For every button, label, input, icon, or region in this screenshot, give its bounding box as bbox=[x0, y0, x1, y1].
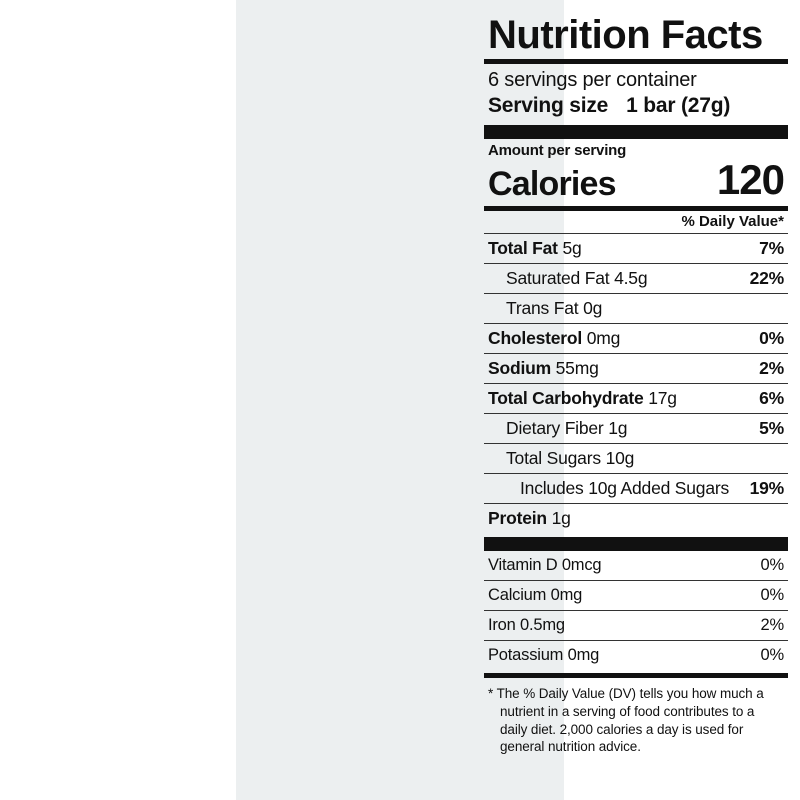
vitamin-dv: 0% bbox=[760, 556, 784, 574]
nutrient-dv: 0% bbox=[759, 328, 784, 348]
vitamin-dv: 0% bbox=[760, 646, 784, 664]
nutrient-name: Includes 10g Added Sugars bbox=[520, 478, 730, 498]
nutrient-name: Cholesterol bbox=[488, 328, 583, 348]
nutrition-label-panel bbox=[236, 0, 784, 800]
calories-row bbox=[484, 156, 788, 203]
nutrient-amount: 1g bbox=[608, 418, 628, 438]
table-row bbox=[484, 551, 788, 580]
table-row bbox=[484, 581, 788, 610]
table-row bbox=[484, 641, 788, 670]
nutrient-name: Saturated Fat bbox=[506, 268, 610, 288]
nutrient-name: Protein bbox=[488, 508, 547, 528]
nutrient-amount: 0mg bbox=[586, 328, 621, 348]
vitamin-amount: 0.5mg bbox=[520, 616, 565, 634]
nutrient-amount: 1g bbox=[551, 508, 571, 528]
table-row bbox=[484, 414, 788, 443]
vitamin-name: Calcium bbox=[488, 586, 547, 604]
nutrient-dv: 2% bbox=[759, 358, 784, 378]
vitamin-amount: 0mg bbox=[567, 646, 600, 664]
vitamin-dv: 2% bbox=[760, 616, 784, 634]
nutrient-dv: 6% bbox=[759, 388, 784, 408]
nutrient-name: Total Fat bbox=[488, 238, 558, 258]
servings-per-container: 6 servings per container bbox=[488, 69, 697, 91]
divider-thick-bottom bbox=[484, 537, 788, 551]
table-row bbox=[484, 294, 788, 323]
table-row bbox=[484, 611, 788, 640]
table-row bbox=[484, 384, 788, 413]
nutrient-amount: 17g bbox=[648, 388, 677, 408]
nutrient-amount: 5g bbox=[562, 238, 582, 258]
daily-value-header: % Daily Value* bbox=[681, 213, 784, 230]
serving-size-label: Serving size bbox=[488, 94, 609, 117]
vitamin-name: Vitamin D bbox=[488, 556, 558, 574]
table-row bbox=[484, 504, 788, 533]
footnote-marker: * bbox=[488, 686, 494, 701]
page-title: Nutrition Facts bbox=[488, 13, 763, 57]
nutrient-amount: 10g bbox=[605, 448, 635, 468]
nutrient-name: Trans Fat bbox=[506, 298, 579, 318]
calories-value: 120 bbox=[716, 156, 784, 203]
vitamin-amount: 0mg bbox=[550, 586, 583, 604]
amount-per-serving-label: Amount per serving bbox=[488, 142, 627, 159]
nutrient-amount: 4.5g bbox=[614, 268, 648, 288]
table-row bbox=[484, 474, 788, 503]
table-row bbox=[484, 444, 788, 473]
divider-thick-top bbox=[484, 125, 788, 139]
table-row bbox=[484, 234, 788, 263]
table-row bbox=[484, 354, 788, 383]
nutrient-name: Total Sugars bbox=[506, 448, 601, 468]
footnote bbox=[484, 678, 788, 756]
nutrient-dv: 19% bbox=[749, 478, 784, 498]
nutrient-name: Sodium bbox=[488, 358, 551, 378]
table-row bbox=[484, 264, 788, 293]
nutrient-amount: 0g bbox=[583, 298, 603, 318]
footnote-text: The % Daily Value (DV) tells you how much a nutrient in a serving of food contributes to a daily diet. 2,000 calories a day is used for general nutrition advice. bbox=[496, 686, 764, 755]
serving-size-value: 1 bar (27g) bbox=[626, 94, 731, 117]
vitamin-name: Potassium bbox=[488, 646, 564, 664]
nutrient-name: Total Carbohydrate bbox=[488, 388, 644, 408]
nutrient-dv: 5% bbox=[759, 418, 784, 438]
nutrient-name: Dietary Fiber bbox=[506, 418, 604, 438]
serving-size-row bbox=[484, 92, 788, 121]
vitamin-dv: 0% bbox=[760, 586, 784, 604]
nutrient-amount: 55mg bbox=[555, 358, 599, 378]
vitamin-name: Iron bbox=[488, 616, 516, 634]
calories-label: Calories bbox=[488, 165, 616, 203]
table-row bbox=[484, 324, 788, 353]
vitamin-amount: 0mcg bbox=[561, 556, 602, 574]
nutrient-dv: 7% bbox=[759, 238, 784, 258]
nutrient-dv: 22% bbox=[749, 268, 784, 288]
nutrition-facts-label bbox=[484, 14, 788, 756]
